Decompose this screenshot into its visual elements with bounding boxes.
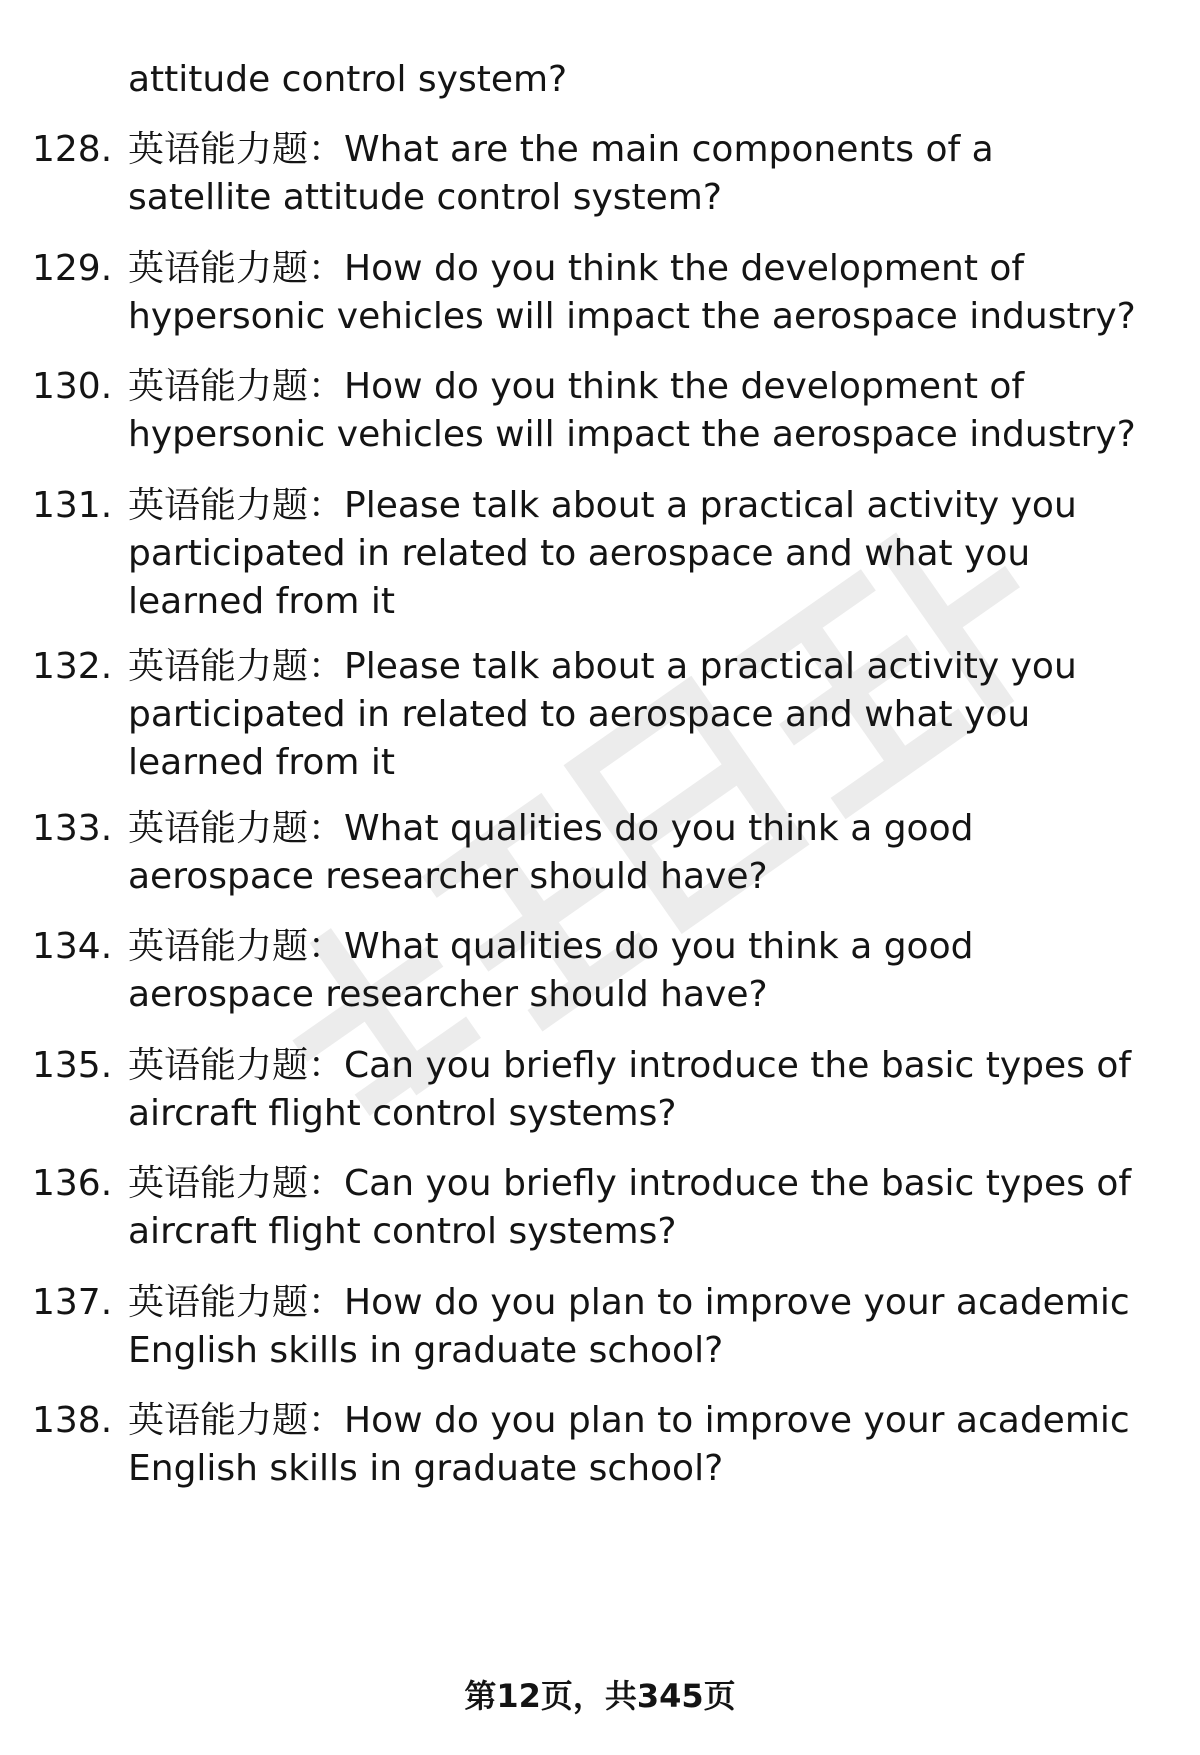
question-body: [128, 363, 1138, 459]
question-text: How do you plan to improve your academic English skills in graduate school?: [128, 1282, 1130, 1371]
question-text: How do you plan to improve your academic English skills in graduate school?: [128, 1400, 1130, 1489]
question-text: Can you briefly introduce the basic types of aircraft flight control systems?: [128, 1045, 1132, 1134]
question-number: 138.: [32, 1400, 113, 1441]
question-category: 英语能力题：: [128, 646, 345, 687]
question-category: 英语能力题：: [128, 1163, 345, 1204]
question-text: What qualities do you think a good aerospace researcher should have?: [128, 926, 974, 1015]
question-category: 英语能力题：: [128, 926, 345, 967]
question-number: 133.: [32, 808, 113, 849]
question-number: 131.: [32, 485, 113, 526]
question-body: [128, 1042, 1138, 1138]
question-body: [128, 643, 1138, 787]
question-number: 136.: [32, 1163, 113, 1204]
question-body: [128, 923, 1138, 1019]
question-body: [128, 245, 1138, 341]
question-number: 130.: [32, 366, 113, 407]
continuation-text: attitude control system?: [128, 59, 568, 100]
question-category: 英语能力题：: [128, 248, 345, 289]
question-category: 英语能力题：: [128, 1400, 345, 1441]
question-text: What qualities do you think a good aerospace researcher should have?: [128, 808, 974, 897]
question-number: 134.: [32, 926, 113, 967]
question-body: [128, 1397, 1138, 1493]
question-text: Can you briefly introduce the basic types of aircraft flight control systems?: [128, 1163, 1132, 1252]
question-category: 英语能力题：: [128, 1282, 345, 1323]
question-number: 135.: [32, 1045, 113, 1086]
question-category: 英语能力题：: [128, 808, 345, 849]
question-text: How do you think the development of hypersonic vehicles will impact the aerospace industry?: [128, 248, 1136, 337]
page-footer: 第12页，共345页: [464, 1677, 736, 1715]
question-number: 132.: [32, 646, 113, 687]
question-body: [128, 1279, 1138, 1375]
question-body: [128, 482, 1138, 626]
question-number: 129.: [32, 248, 113, 289]
question-body: [128, 805, 1138, 901]
question-number: 128.: [32, 129, 113, 170]
question-body: [128, 126, 1138, 222]
question-category: 英语能力题：: [128, 366, 345, 407]
question-number: 137.: [32, 1282, 113, 1323]
question-category: 英语能力题：: [128, 1045, 345, 1086]
question-category: 英语能力题：: [128, 129, 345, 170]
question-text: What are the main components of a satellite attitude control system?: [128, 129, 994, 218]
question-text: How do you think the development of hypersonic vehicles will impact the aerospace industry?: [128, 366, 1136, 455]
question-text: Please talk about a practical activity you participated in related to aerospace and what you learned from it: [128, 485, 1077, 622]
question-text: Please talk about a practical activity you participated in related to aerospace and what you learned from it: [128, 646, 1077, 783]
question-category: 英语能力题：: [128, 485, 345, 526]
question-body: [128, 1160, 1138, 1256]
